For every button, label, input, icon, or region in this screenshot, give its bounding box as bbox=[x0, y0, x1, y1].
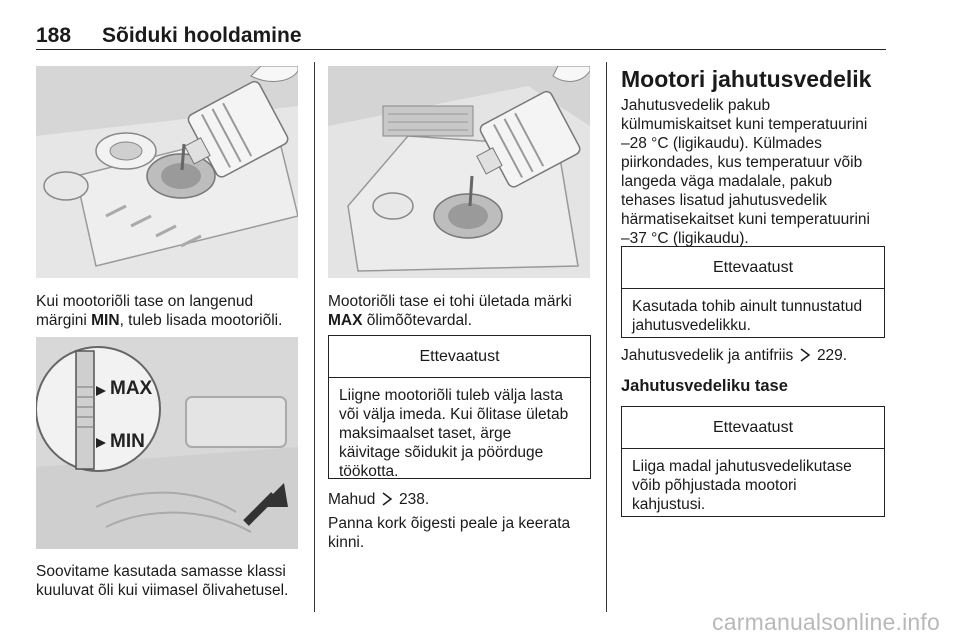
capacity-reference[interactable]: Mahud 238. bbox=[328, 490, 598, 511]
max-mark-label: MAX bbox=[328, 312, 363, 329]
min-mark-label: MIN bbox=[91, 312, 120, 329]
page-header bbox=[36, 18, 886, 50]
section-heading-coolant: Mootori jahutusvedelik bbox=[621, 66, 872, 92]
illustration-oil-filling-engine bbox=[36, 66, 298, 278]
column-divider-1 bbox=[314, 62, 315, 612]
subheading-coolant-level: Jahutusvedeliku tase bbox=[621, 377, 788, 395]
column-divider-2 bbox=[606, 62, 607, 612]
coolant-reference[interactable]: Jahutusvedelik ja antifriis 229. bbox=[621, 346, 891, 367]
watermark: carmanualsonline.info bbox=[712, 609, 940, 635]
illustration-dipstick-marks bbox=[36, 337, 298, 549]
page-ref-number: 229. bbox=[816, 347, 848, 364]
chapter-title: Sõiduki hooldamine bbox=[102, 24, 302, 47]
caption-oil-add: Kui mootoriõli tase on langenud märgini MIN, tuleb lisada mootoriõli. bbox=[36, 293, 283, 329]
page-ref-number: 238. bbox=[399, 491, 430, 508]
caution-box-coolant-type bbox=[621, 246, 885, 338]
caution-title: Ettevaatust bbox=[329, 336, 590, 378]
caution-box-oil bbox=[328, 335, 591, 479]
coolant-paragraph: Jahutusvedelik pakub külmumiskaitset kuni temperatuurini –28 °C (ligikaudu). Külmades piirkondades, kus temperatuur võib langeda väga madalale, pakub tehases lisatud jahutusvedelik härmatisekaitset kuni temperatuurini –37 °C (ligikaudu). bbox=[621, 97, 870, 247]
page-number: 188 bbox=[36, 24, 72, 47]
caption-oil-recommendation: Soovitame kasutada samasse klassi kuuluvat õli kui viimasel õlivahetusel. bbox=[36, 563, 289, 599]
caution-text: Liigne mootoriõli tuleb välja lasta või välja imeda. Kui õlitase ületab maksimaalset taset, ärge käivitage sõidukit ja pöörduge töökotta. bbox=[339, 387, 569, 480]
caution-box-coolant-level bbox=[621, 406, 885, 517]
caution-text: Kasutada tohib ainult tunnustatud jahutusvedelikku. bbox=[632, 298, 863, 334]
dipstick-min-label: MIN bbox=[110, 431, 145, 452]
caution-text: Liiga madal jahutusvedelikutase võib põhjustada mootori kahjustusi. bbox=[632, 458, 852, 513]
caution-title: Ettevaatust bbox=[622, 247, 884, 289]
page-ref-arrow-icon bbox=[382, 492, 393, 511]
caution-title: Ettevaatust bbox=[622, 407, 884, 449]
dipstick-max-label: MAX bbox=[110, 378, 153, 399]
caption-oil-max: Mootoriõli tase ei tohi ületada märki MAX õlimõõtevardal. bbox=[328, 293, 572, 329]
page-ref-arrow-icon bbox=[800, 348, 811, 367]
illustration-oil-filling-engine-2 bbox=[328, 66, 590, 278]
cap-instruction: Panna kork õigesti peale ja keerata kinni. bbox=[328, 515, 571, 551]
